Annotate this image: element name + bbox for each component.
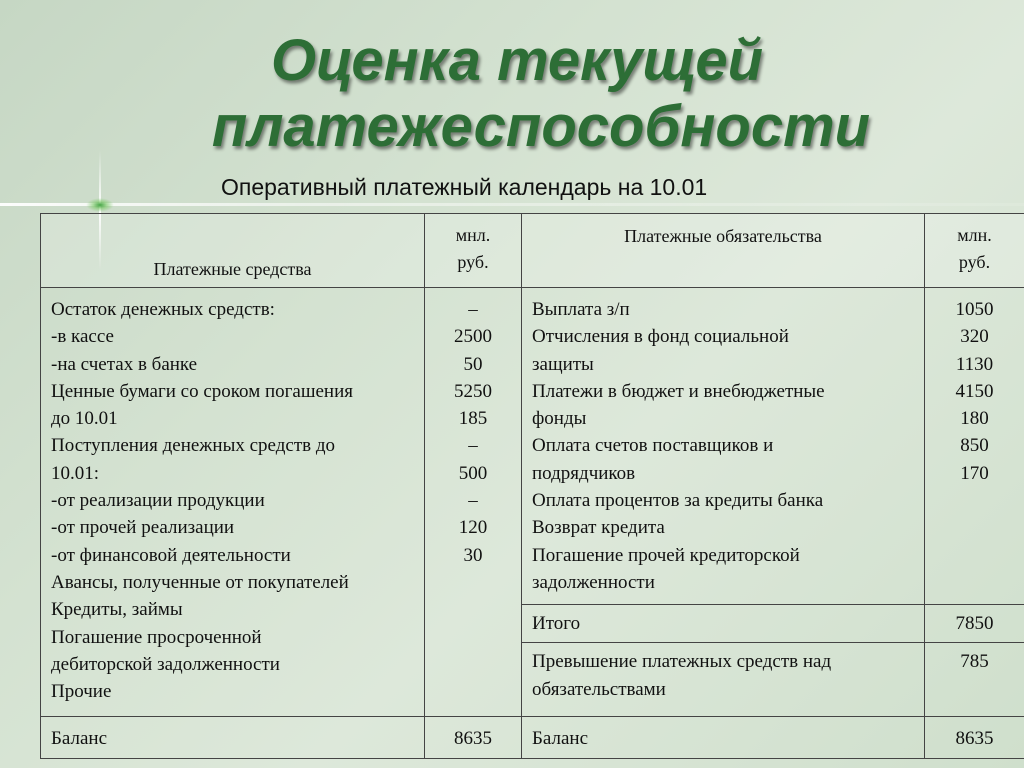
liabilities-item: защиты: [532, 353, 594, 375]
assets-item: дебиторской задолженности: [51, 653, 280, 675]
assets-value: –: [468, 490, 478, 512]
header-assets-unit-line: мнл.: [455, 225, 491, 245]
table-row-main: [41, 288, 1024, 605]
decorative-light-line: [0, 203, 1024, 206]
assets-item: -от прочей реализации: [51, 517, 235, 539]
assets-value: 185: [458, 408, 488, 430]
assets-value: 120: [458, 517, 488, 539]
liabilities-value: 4150: [955, 380, 994, 402]
liabilities-balance-value: 8635: [925, 717, 1024, 759]
excess-label-line: обязательствами: [532, 678, 666, 700]
assets-value: –: [468, 299, 478, 320]
liabilities-item: Оплата процентов за кредиты банка: [532, 490, 824, 512]
liabilities-items-cell: [522, 288, 925, 605]
excess-label-line: Превышение платежных средств над: [532, 651, 832, 673]
liabilities-item: задолженности: [532, 571, 655, 593]
assets-item: -на счетах в банке: [51, 353, 198, 375]
payment-calendar-table: [40, 213, 1024, 759]
assets-item: Авансы, полученные от покупателей: [51, 571, 349, 593]
assets-balance-value: 8635: [425, 717, 522, 759]
slide-subtitle: Оперативный платежный календарь на 10.01: [221, 174, 708, 200]
assets-value: –: [468, 435, 478, 457]
assets-item: -от финансовой деятельности: [51, 544, 291, 566]
assets-item: -от реализации продукции: [51, 490, 265, 512]
assets-items-cell: [41, 288, 425, 717]
assets-value: 5250: [454, 380, 492, 402]
slide-title-line1: Оценка текущей: [270, 28, 764, 93]
assets-value: 2500: [454, 326, 492, 348]
header-assets: Платежные средства: [41, 214, 425, 288]
liabilities-item: Отчисления в фонд социальной: [532, 326, 789, 348]
assets-value: 30: [463, 544, 483, 566]
assets-value: 500: [458, 462, 488, 484]
liabilities-value: 1050: [955, 299, 994, 320]
assets-item: Кредиты, займы: [51, 599, 183, 621]
excess-label-cell: [522, 643, 925, 717]
header-assets-unit: [425, 214, 522, 288]
excess-value: 785: [925, 643, 1024, 717]
assets-values-cell: [425, 288, 522, 717]
liabilities-item: фонды: [532, 408, 587, 430]
header-liabilities: Платежные обязательства: [522, 214, 925, 288]
liabilities-item: подрядчиков: [532, 462, 636, 484]
assets-item: Остаток денежных средств:: [51, 299, 275, 320]
liabilities-value: 320: [960, 326, 989, 348]
liabilities-values-cell: [925, 288, 1024, 605]
assets-item: Прочие: [51, 681, 112, 703]
total-label: Итого: [522, 604, 925, 643]
table-row-balance: [41, 717, 1024, 759]
table-header-row: [41, 214, 1024, 288]
liabilities-value: 170: [960, 462, 989, 484]
assets-balance-label: Баланс: [41, 717, 425, 759]
decorative-sparkle: [86, 198, 114, 212]
liabilities-item: Выплата з/п: [532, 299, 630, 320]
header-liabilities-unit-line: млн.: [957, 225, 992, 245]
slide-title-line2: платежеспособности: [211, 94, 871, 159]
liabilities-value: 1130: [955, 353, 994, 375]
assets-item: до 10.01: [51, 408, 118, 430]
assets-item: Поступления денежных средств до: [51, 435, 336, 457]
liabilities-balance-label: Баланс: [522, 717, 925, 759]
header-liabilities-unit-line: руб.: [958, 252, 991, 272]
assets-value: 50: [463, 353, 483, 375]
liabilities-item: Возврат кредита: [532, 517, 665, 539]
total-value: 7850: [925, 604, 1024, 643]
assets-item: -в кассе: [51, 326, 114, 348]
liabilities-item: Погашение прочей кредиторской: [532, 544, 800, 566]
liabilities-value: 180: [960, 408, 989, 430]
header-liabilities-unit: [925, 214, 1024, 288]
assets-item: 10.01:: [51, 462, 100, 484]
liabilities-item: Оплата счетов поставщиков и: [532, 435, 774, 457]
assets-item: Ценные бумаги со сроком погашения: [51, 380, 353, 402]
liabilities-item: Платежи в бюджет и внебюджетные: [532, 380, 825, 402]
header-assets-unit-line: руб.: [457, 252, 489, 272]
liabilities-value: 850: [960, 435, 989, 457]
slide-title: [0, 28, 1024, 160]
assets-item: Погашение просроченной: [51, 626, 262, 648]
